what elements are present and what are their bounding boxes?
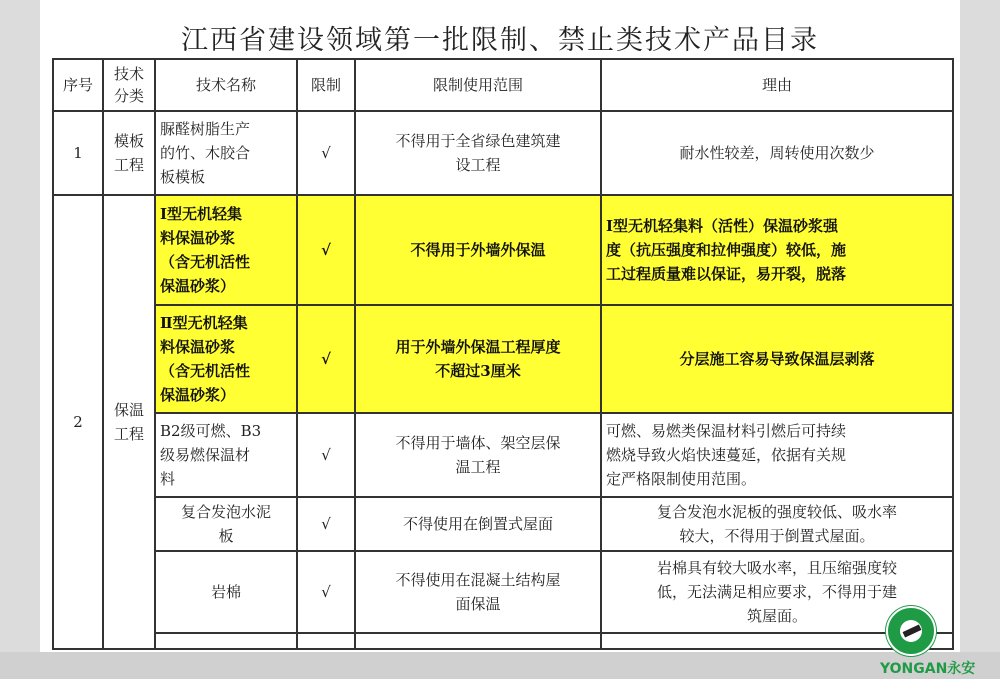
document-page [40,0,960,652]
document-title: 江西省建设领域第一批限制、禁止类技术产品目录 [181,25,819,56]
catalog-table [52,58,954,650]
row-name-text: 脲醛树脂生产 的竹、木胶合 板模板 [160,120,251,186]
table-row [53,413,953,497]
header-reason: 理由 [601,59,953,111]
row-category-label: 模板 工程 [113,132,144,174]
cut-cell [355,633,601,649]
header-category-label: 技术 分类 [113,65,144,105]
cut-cell [297,633,355,649]
table-header-row [53,59,953,111]
row-scope-text: 不得使用在混凝土结构屋 面保温 [395,571,561,613]
row-name-text: 复合发泡水泥 板 [180,503,271,545]
table-row [53,305,953,413]
table-row [53,497,953,551]
row-category [103,195,155,649]
row-scope [355,551,601,633]
logo-emblem-icon [886,606,936,656]
row-scope [355,305,601,413]
row-reason-text: 岩棉具有较大吸水率，且压缩强度较 低，无法满足相应要求，不得用于建 筑屋面。 [656,559,897,625]
table-row [53,111,953,195]
row-scope: 不得使用在倒置式屋面 [355,497,601,551]
row-category-label: 保温 工程 [113,401,144,443]
row-reason: 耐水性较差，周转使用次数少 [601,111,953,195]
header-no: 序号 [53,59,103,111]
table-row-cut [53,633,953,649]
header-category [103,59,155,111]
row-reason [601,497,953,551]
row-name: 岩棉 [155,551,297,633]
row-scope [355,413,601,497]
logo-text: YONGAN永安 [880,661,976,677]
row-restrict-check: √ [297,413,355,497]
cut-cell [155,633,297,649]
row-name-text: Ⅰ型无机轻集 料保温砂浆 （含无机活性 保温砂浆） [160,205,251,295]
row-restrict-check: √ [297,305,355,413]
row-name [155,305,297,413]
row-scope-text: 不得用于墙体、架空层保 温工程 [395,434,561,476]
yongan-logo [880,606,1000,679]
row-scope: 不得用于外墙外保温 [355,195,601,305]
header-scope: 限制使用范围 [355,59,601,111]
row-name [155,195,297,305]
row-reason-text: Ⅰ型无机轻集料（活性）保温砂浆强 度（抗压强度和拉伸强度）较低，施 工过程质量难以保证，易开裂，脱落 [606,217,847,283]
row-no: 2 [53,195,103,649]
row-restrict-check: √ [297,551,355,633]
row-restrict-check: √ [297,111,355,195]
row-category [103,111,155,195]
table-row [53,195,953,305]
row-name-text: B2级可燃、B3 级易燃保温材 料 [160,422,262,488]
table-row [53,551,953,633]
header-name: 技术名称 [155,59,297,111]
row-name-text: Ⅱ型无机轻集 料保温砂浆 （含无机活性 保温砂浆） [160,314,251,404]
row-name [155,497,297,551]
row-name [155,413,297,497]
header-restrict: 限制 [297,59,355,111]
row-reason-text: 可燃、易燃类保温材料引燃后可持续 燃烧导致火焰快速蔓延，依据有关规 定严格限制使用范围。 [606,422,847,488]
row-scope-text: 用于外墙外保温工程厚度 不超过3厘米 [395,338,561,380]
row-reason-text: 复合发泡水泥板的强度较低、吸水率 较大，不得用于倒置式屋面。 [656,503,897,545]
row-reason [601,195,953,305]
row-scope [355,111,601,195]
row-restrict-check: √ [297,497,355,551]
row-reason: 分层施工容易导致保温层剥落 [601,305,953,413]
row-name [155,111,297,195]
row-reason [601,413,953,497]
slide-footer-bar [0,652,1000,679]
row-scope-text: 不得用于全省绿色建筑建 设工程 [395,132,561,174]
row-no: 1 [53,111,103,195]
row-restrict-check: √ [297,195,355,305]
